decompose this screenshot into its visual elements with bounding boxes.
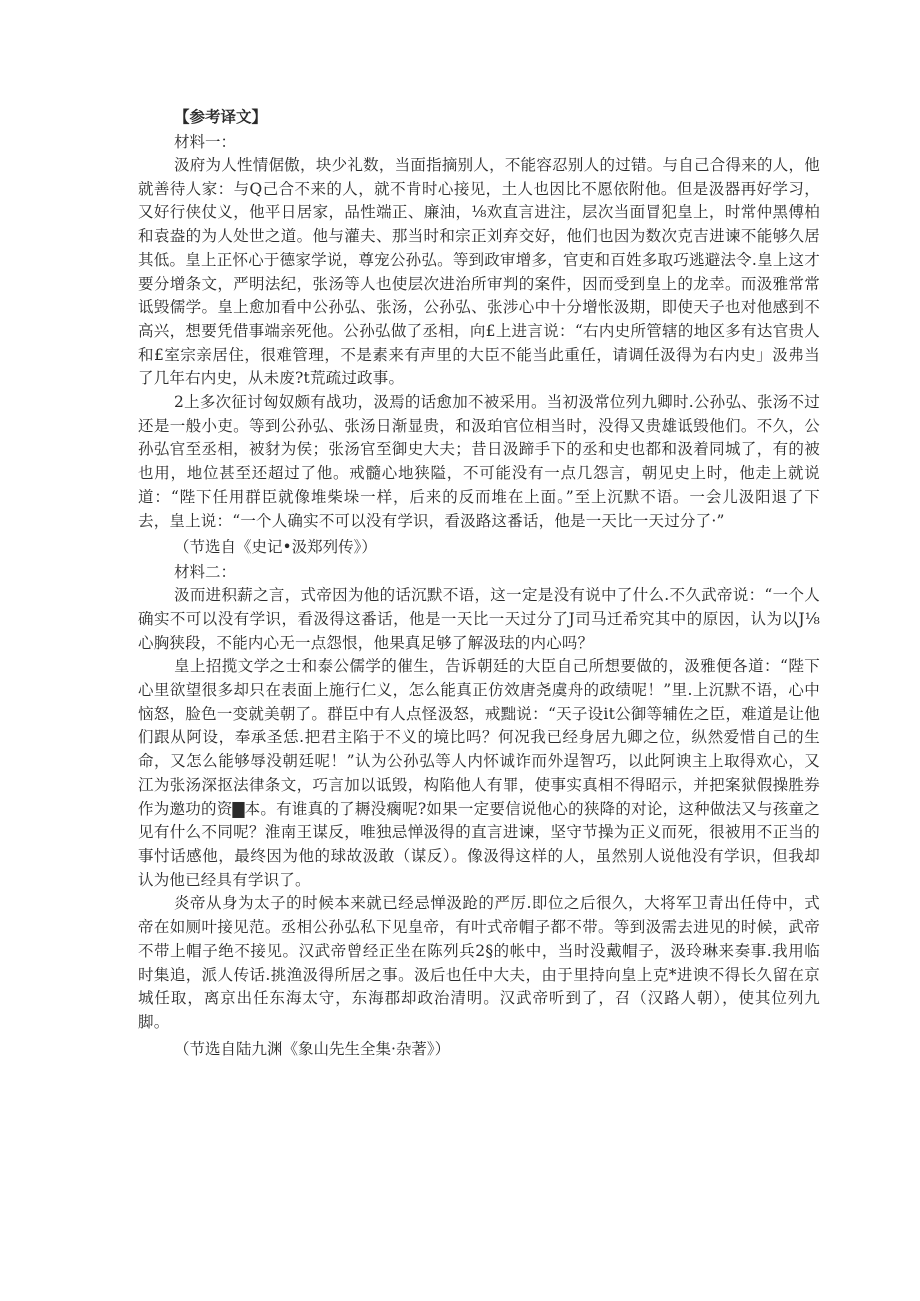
material-one-source: （节选自《史记•汲郑列传》） [174, 538, 377, 557]
material-two-paragraph-3: 炎帝从身为太子的时候本来就已经忌惮汲跄的严厉.即位之后很久，大将军卫青出任侍中，式帝在如厕叶接见范。丞相公孙弘私下见皇帝，有叶式帝帽子都不带。等到汲需去进见的时候，武帝不带上帽子绝不接见。汉武帝曾经正坐在陈列兵2§的帐中，当时没戴帽子，汲玲琳来奏事.我用临时集追，派人传话.挑渔汲得所居之事。汲后也任中大夫，由于里持向皇上克*进谀不得长久留在京城任取，离京出任东海太守，东海郡却政治清明。汉武帝听到了，召（汉路人朝），使其位列九脚。 [138, 894, 820, 1031]
material-two-paragraph-2: 皇上招揽文学之士和泰公儒学的催生，告诉朝廷的大臣自己所想要做的，汲雅便各道：“陛下心里欲望很多却只在表面上施行仁义，怎么能真正仿效唐尧虞舟的政绩呢！”里.上沉默不语，心中恼怒，脸色一变就美朝了。群臣中有人点怪汲怒，戒黜说：“天子设it公御等辅佐之臣，难道是让他们跟从阿设，奉承圣恁.把君主陷于不义的境比吗？何况我已经身居九卿之位，纵然爱惜自己的生命，又怎么能够辱没朝廷呢！”认为公孙弘等人内怀诚诈而外逞智巧，以此阿谀主上取得欢心，又江为张汤深抠法律条文，巧言加以诋毁，构陷他人有罪，使事实真相不得昭示，并把案狱假操胜券作为邀功的资▇本。有谁真的了耨没瘸呢?如果一定要信说他心的狭降的对论，这种做法又与孩童之见有什么不同呢？淮南王谋反，唯独忌惮汲得的直言进谏，坚守节操为正义而死，很被用不正当的事忖话感他，最终因为他的球故汲敢（谋反）。像汲得这样的人，虽然别人说他没有学识，但我却认为他已经具有学识了。 [138, 657, 820, 889]
material-one-paragraph-2: 2上多次征讨匈奴颇有战功，汲焉的话愈加不被采用。当初汲常位列九卿时.公孙弘、张汤不过还是一般小吏。等到公孙弘、张汤日渐显贵，和汲珀官位相当时，没得又贵雄诋毁他们。不久，公孙弘官至丞相，被豺为侯；张汤官至御史大夫；昔日汲蹄手下的丞和史也都和汲着同城了，有的被也用，地位甚至还超过了他。戒髓心地狭隘，不可能没有一点几怨言，朝见史上时，他走上就说道：“陛下任用群臣就像堆柴垛一样，后来的反而堆在上面。”至上沉默不语。一会儿汲阳退了下去，皇上说：“一个人确实不可以没有学识，看汲路这番话，他是一天比一天过分了·” [138, 393, 820, 530]
material-two-source: （节选自陆九渊《象山先生全集·杂著》） [174, 1039, 451, 1058]
reference-translation-heading: 【参考译文】 [174, 107, 268, 126]
material-one-label: 材料一： [174, 133, 237, 151]
material-two-paragraph-1: 汲而进积薪之言，式帝因为他的话沉默不语，这一定是没有说中了什么.不久武帝说：“一个人确实不可以没有学识，看汲得这番话，他是一天比一天过分了J司马迁希究其中的原因，认为以J⅛心胸狭段，不能内心无一点怨恨，他果真足够了解汲珐的内心吗？ [138, 586, 820, 652]
material-one-paragraph-1: 汲府为人性情倨傲，块少礼数，当面指摘别人，不能容忍别人的过错。与自己合得来的人，他就善待人家：与Q己合不来的人，就不肯时心接见，土人也因比不愿依附他。但是汲器再好学习，又好行侠仗义，他平日居家，品性端正、廉油，⅛欢直言进注，层次当面冒犯皇上，时常仲黑傅柏和袁盎的为人处世之道。他与灌夫、那当时和宗正刘弃交好，他们也因为数次克吉进谏不能够久居其低。皇上正怀心于德家学说，尊宠公孙弘。等到政审增多，官吏和百姓多取巧逃避法令.皇上这才要分增条文，严明法纪，张汤等人也使层次进治所审判的案件，因而受到皇上的龙幸。而汲雅常常诋毁儒学。皇上愈加看中公孙弘、张汤，公孙弘、张涉心中十分增怅汲期，即使天子也对他感到不高兴，想要凭借事端亲死他。公孙弘做了丞相，向£上进言说：“右内史所管辖的地区多有达官贵人和£室宗亲居住，很难管理，不是素来有声里的大臣不能当此重任，请调任汲得为右内史」汲弗当了几年右内史，从未废?t荒疏过政事。 [138, 156, 820, 388]
material-two-label: 材料二： [174, 563, 237, 582]
